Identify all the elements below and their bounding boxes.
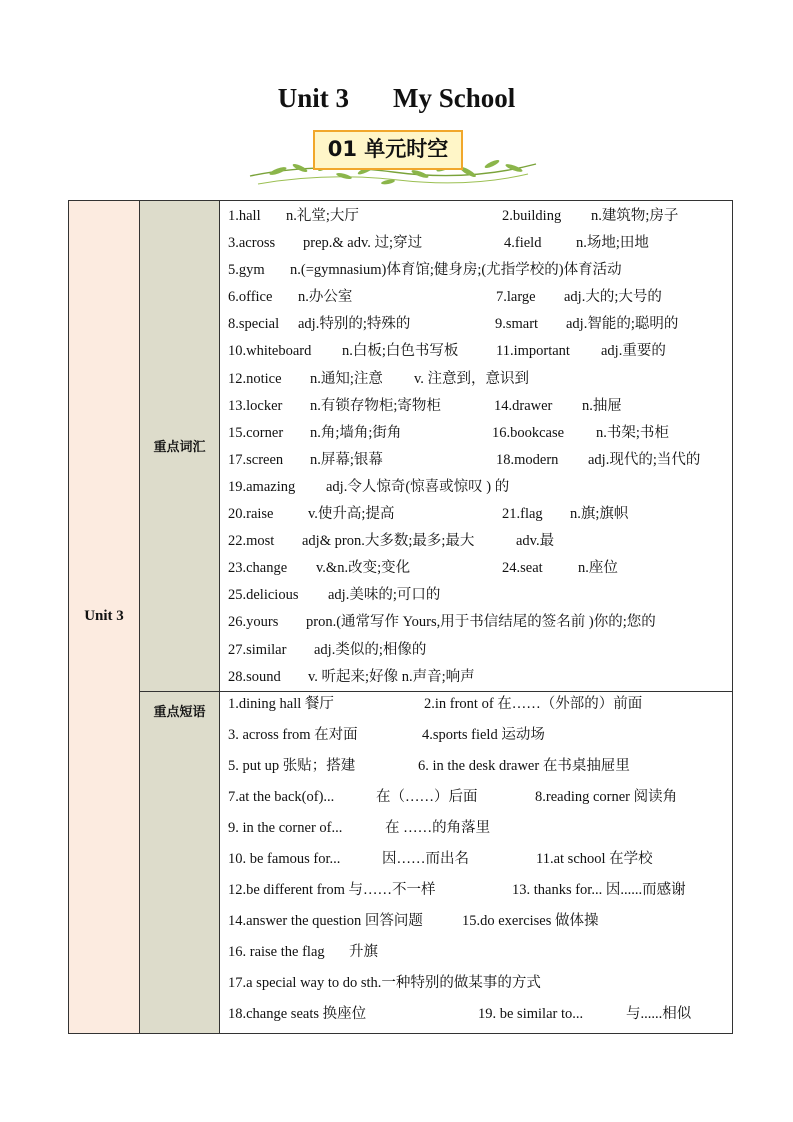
vocab-meaning: n.有锁存物柜;寄物柜 — [310, 397, 441, 414]
vocab-row — [228, 311, 732, 338]
phrase-row — [228, 785, 732, 816]
vocab-term: 23.change — [228, 560, 288, 577]
vocab-meaning: prep.& adv. 过;穿过 — [303, 235, 423, 252]
vocab-meaning: n.礼堂;大厅 — [286, 208, 359, 224]
vocab-term: 21.flag — [502, 506, 543, 523]
phrase-row — [228, 878, 732, 909]
vocab-row — [228, 366, 732, 393]
vocab-term: 11.important — [496, 343, 570, 360]
vocab-meaning: pron.(通常写作 Yours,用于书信结尾的签名前 )你的;您的 — [306, 614, 656, 631]
phrase-meaning: 4.sports field 运动场 — [422, 726, 545, 743]
vocab-term: 3.across — [228, 235, 276, 252]
unit-name: My School — [393, 83, 516, 113]
vocab-meaning: adj.类似的;相像的 — [314, 641, 427, 658]
unit-number: Unit 3 — [277, 83, 349, 113]
unit-cell: Unit 3 — [69, 201, 140, 1034]
vocab-meaning: v.使升高;提高 — [308, 506, 395, 523]
phrase-term: 与......相似 — [626, 1005, 692, 1022]
vocab-term: 6.office — [228, 289, 273, 306]
phrase-meaning: 因……而出名 — [382, 850, 469, 867]
vocab-meaning: v. 听起来;好像 n.声音;响声 — [308, 668, 475, 685]
vocab-row — [228, 284, 732, 311]
vocab-term: 14.drawer — [494, 397, 553, 414]
phrase-row — [228, 1002, 732, 1033]
vocab-meaning: adj& pron.大多数;最多;最大 — [302, 533, 475, 550]
phrase-meaning: 在 ……的角落里 — [385, 819, 491, 836]
vocab-term: 26.yours — [228, 614, 279, 631]
vocab-row — [228, 474, 732, 501]
vocab-term: 4.field — [504, 235, 542, 252]
vocab-meaning: n.(=gymnasium)体育馆;健身房;(尤指学校的)体育活动 — [290, 262, 622, 279]
vocab-row — [228, 420, 732, 447]
vocab-cell — [220, 201, 733, 692]
vocab-meaning: n.场地;田地 — [576, 235, 649, 252]
phrase-term: 14.answer the question 回答问题 — [228, 912, 423, 929]
vocab-meaning: n.座位 — [578, 560, 618, 577]
vocab-row — [228, 393, 732, 420]
vocab-meaning: adj.重要的 — [601, 343, 666, 360]
phrase-row — [228, 847, 732, 878]
vocab-category: 重点词汇 — [140, 201, 220, 692]
phrase-meaning: 在（……）后面 — [376, 788, 478, 805]
vocab-meaning: n.建筑物;房子 — [591, 208, 679, 224]
vocab-meaning: adj.智能的;聪明的 — [566, 316, 679, 333]
vocab-row — [228, 501, 732, 528]
vocab-row — [228, 257, 732, 284]
vocab-meaning: adj.美味的;可口的 — [328, 587, 441, 604]
vocab-meaning: adj.现代的;当代的 — [588, 451, 701, 468]
vocab-row — [228, 338, 732, 365]
vocab-term: 25.delicious — [228, 587, 299, 604]
vocab-term: 5.gym — [228, 262, 265, 279]
vocab-term: 8.special — [228, 316, 280, 333]
vocab-term: 18.modern — [496, 451, 559, 468]
phrase-row — [228, 971, 732, 1002]
vocab-term: 19.amazing — [228, 478, 296, 495]
vocab-term: 7.large — [496, 289, 536, 306]
vocab-meaning: n.书架;书柜 — [596, 424, 669, 441]
vocab-meaning: n.旗;旗帜 — [570, 506, 629, 523]
phrase-term: 3. across from 在对面 — [228, 726, 358, 743]
phrase-list — [220, 692, 732, 1033]
vocab-row — [228, 555, 732, 582]
vocab-meaning: n.角;墙角;街角 — [310, 424, 402, 441]
vocab-term: 16.bookcase — [492, 424, 565, 441]
vocab-term: 1.hall — [228, 208, 261, 224]
vocab-term: 27.similar — [228, 641, 287, 658]
phrase-row — [228, 816, 732, 847]
phrase-meaning: 13. thanks for... 因......而感谢 — [512, 881, 686, 898]
phrase-term: 11.at school 在学校 — [536, 850, 653, 867]
vocab-term: v. 注意到，意识到 — [414, 370, 530, 387]
vocab-row — [228, 582, 732, 609]
phrase-meaning: 15.do exercises 做体操 — [462, 912, 599, 929]
phrase-row — [228, 754, 732, 785]
phrase-meaning: 升旗 — [349, 943, 378, 960]
phrase-row — [228, 692, 732, 723]
phrase-row — [228, 723, 732, 754]
phrase-term: 12.be different from 与……不一样 — [228, 881, 436, 898]
vocab-meaning: n.白板;白色书写板 — [342, 343, 459, 360]
vocab-meaning: adj.大的;大号的 — [564, 289, 662, 306]
vocab-term: 12.notice — [228, 370, 282, 387]
phrase-meaning: 2.in front of 在……（外部的）前面 — [424, 695, 643, 712]
vocab-row — [228, 609, 732, 636]
vocab-term: adv.最 — [516, 533, 555, 550]
vocab-term: 17.screen — [228, 451, 284, 468]
section-banner — [248, 124, 538, 190]
vocab-term: 24.seat — [502, 560, 543, 577]
vocab-row — [228, 664, 732, 691]
vocab-row — [228, 203, 732, 230]
phrase-category: 重点短语 — [140, 691, 220, 1033]
phrase-meaning: 19. be similar to... — [478, 1005, 584, 1022]
phrase-term: 7.at the back(of)... — [228, 788, 335, 805]
phrase-row — [228, 909, 732, 940]
vocab-term: 15.corner — [228, 424, 284, 441]
vocab-term: 9.smart — [495, 316, 539, 333]
vocab-table — [68, 200, 733, 1034]
vocab-term: 20.raise — [228, 506, 274, 523]
vocab-term: 28.sound — [228, 668, 281, 685]
vocab-term: 10.whiteboard — [228, 343, 312, 360]
phrase-term: 5. put up 张贴；搭建 — [228, 757, 356, 774]
phrase-meaning: 6. in the desk drawer 在书桌抽屉里 — [418, 757, 630, 774]
vocab-meaning: adj.特别的;特殊的 — [298, 316, 411, 333]
phrase-term: 8.reading corner 阅读角 — [535, 788, 678, 805]
vocab-meaning: adj.令人惊奇(惊喜或惊叹 ) 的 — [326, 478, 510, 495]
banner-label: 01 单元时空 — [327, 137, 449, 161]
vocab-row — [228, 637, 732, 664]
phrase-row — [228, 940, 732, 971]
vocab-row — [228, 447, 732, 474]
vocab-term: 2.building — [502, 208, 562, 224]
vocab-term: 13.locker — [228, 397, 283, 414]
vocab-meaning: n.通知;注意 — [310, 370, 383, 387]
phrase-term: 18.change seats 换座位 — [228, 1005, 367, 1022]
vocab-row — [228, 528, 732, 555]
phrase-cell — [220, 691, 733, 1033]
phrase-term: 17.a special way to do sth.一种特别的做某事的方式 — [228, 974, 541, 991]
vocab-term: 22.most — [228, 533, 275, 550]
phrase-term: 16. raise the flag — [228, 943, 325, 960]
phrase-term: 1.dining hall 餐厅 — [228, 695, 334, 712]
phrase-term: 10. be famous for... — [228, 850, 341, 867]
vocab-meaning: n.屏幕;银幕 — [310, 451, 383, 468]
vocab-row — [228, 230, 732, 257]
page-title — [0, 80, 793, 116]
vocab-meaning: n.抽屉 — [582, 397, 622, 414]
vocab-list — [220, 201, 732, 691]
phrase-term: 9. in the corner of... — [228, 819, 343, 836]
vocab-meaning: n.办公室 — [298, 289, 353, 306]
vocab-meaning: v.&n.改变;变化 — [316, 560, 411, 577]
